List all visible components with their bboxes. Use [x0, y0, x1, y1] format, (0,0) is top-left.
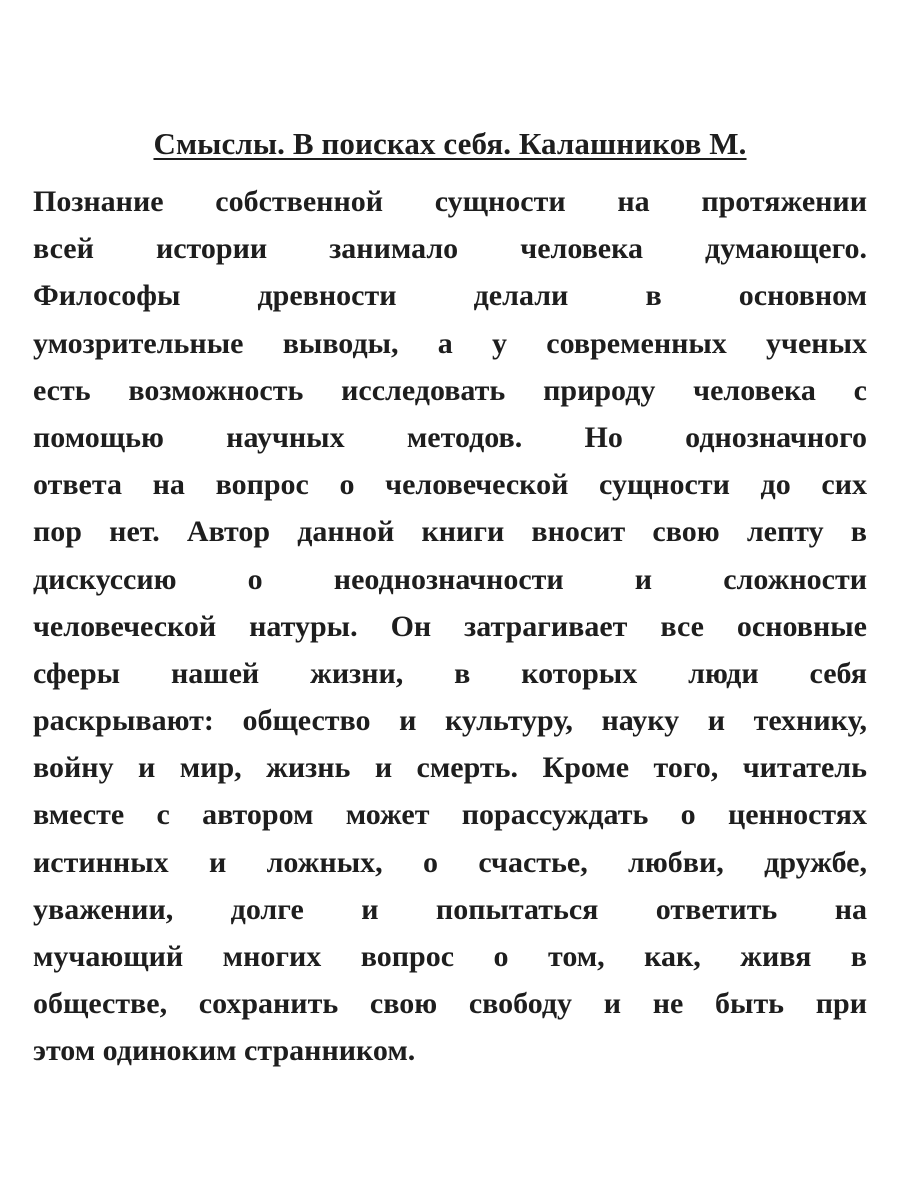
- paragraph-line: войну и мир, жизнь и смерть. Кроме того, читатель: [33, 751, 867, 785]
- document-title: Смыслы. В поисках себя. Калашников М.: [153, 126, 747, 161]
- paragraph-line: Философы древности делали в основном: [33, 279, 867, 313]
- document-page: [33, 124, 867, 1075]
- paragraph-line: сферы нашей жизни, в которых люди себя: [33, 656, 867, 690]
- paragraph-line: мучающий многих вопрос о том, как, живя в: [33, 940, 867, 973]
- paragraph-line: вместе с автором может порассуждать о ценностях: [33, 798, 867, 832]
- paragraph-line: пор нет. Автор данной книги вносит свою лепту в: [33, 515, 867, 549]
- paragraph-line: этом одиноким странником.: [33, 1034, 416, 1068]
- paragraph-line: умозрительные выводы, а у современных ученых: [33, 326, 867, 360]
- paragraph-line: человеческой натуры. Он затрагивает все основные: [33, 609, 867, 643]
- description-paragraph: [33, 178, 867, 1075]
- paragraph-line: истинных и ложных, о счастье, любви, дружбе,: [33, 845, 867, 879]
- paragraph-line: ответа на вопрос о человеческой сущности до сих: [33, 468, 867, 502]
- paragraph-line: Познание собственной сущности на протяжении: [33, 185, 867, 218]
- paragraph-line: уважении, долге и попытаться ответить на: [33, 892, 867, 926]
- paragraph-line: есть возможность исследовать природу человека с: [33, 373, 867, 407]
- paragraph-line: дискуссию о неоднозначности и сложности: [33, 562, 867, 596]
- paragraph-line: помощью научных методов. Но однозначного: [33, 420, 867, 454]
- paragraph-line: всей истории занимало человека думающего.: [33, 232, 867, 266]
- paragraph-line: раскрывают: общество и культуру, науку и технику,: [33, 704, 867, 738]
- paragraph-line: обществе, сохранить свою свободу и не быть при: [33, 987, 867, 1021]
